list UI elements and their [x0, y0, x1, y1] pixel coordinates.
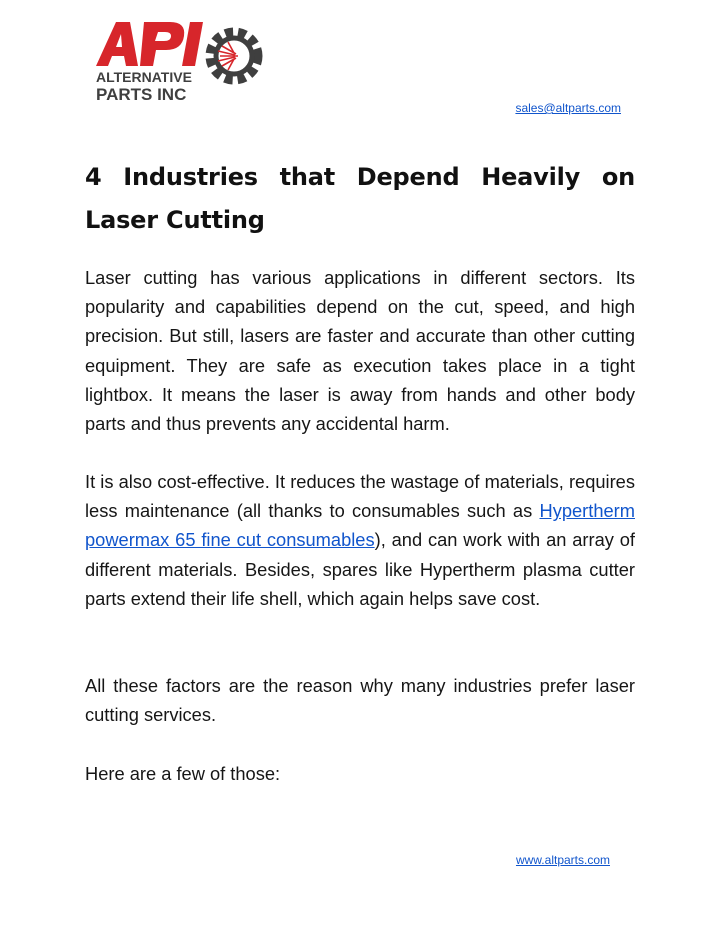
api-logo-mark	[96, 22, 203, 66]
paragraph-factors: All these factors are the reason why many industries prefer laser cutting services.	[85, 675, 635, 726]
paragraph-cost-effective	[85, 467, 635, 613]
logo-line1: ALTERNATIVE	[96, 69, 192, 85]
logo-line2: PARTS INC	[96, 85, 187, 104]
company-logo	[94, 16, 268, 104]
paragraph-text-after-link: ), and can work with an array of different materials. Besides, spares like Hypertherm plasma cutter parts extend their life shell, which again helps save cost.	[85, 529, 635, 609]
website-link[interactable]: www.altparts.com	[515, 853, 610, 867]
hypertherm-consumables-link[interactable]: Hypertherm powermax 65 fine cut consumables	[85, 500, 635, 551]
gear-laser-burst-icon	[210, 32, 258, 80]
api-logo-graphic	[94, 16, 268, 104]
paragraph-intro: Laser cutting has various applications in different sectors. Its popularity and capabilities depend on the cut, speed, and high precision. But still, lasers are faster and accurate than other cutting equipment. They are safe as execution takes place in a tight lightbox. It means the laser is away from hands and other body parts and thus prevents any accidental harm.	[85, 267, 635, 435]
email-link[interactable]: sales@altparts.com	[515, 101, 621, 115]
paragraph-text-before-link: It is also cost-effective. It reduces the wastage of materials, requires less maintenance (all thanks to consumables such as	[85, 471, 635, 522]
article-title: 4 Industries that Depend Heavily on Laser Cutting	[85, 163, 635, 234]
paragraph-lead-in: Here are a few of those:	[85, 763, 281, 784]
